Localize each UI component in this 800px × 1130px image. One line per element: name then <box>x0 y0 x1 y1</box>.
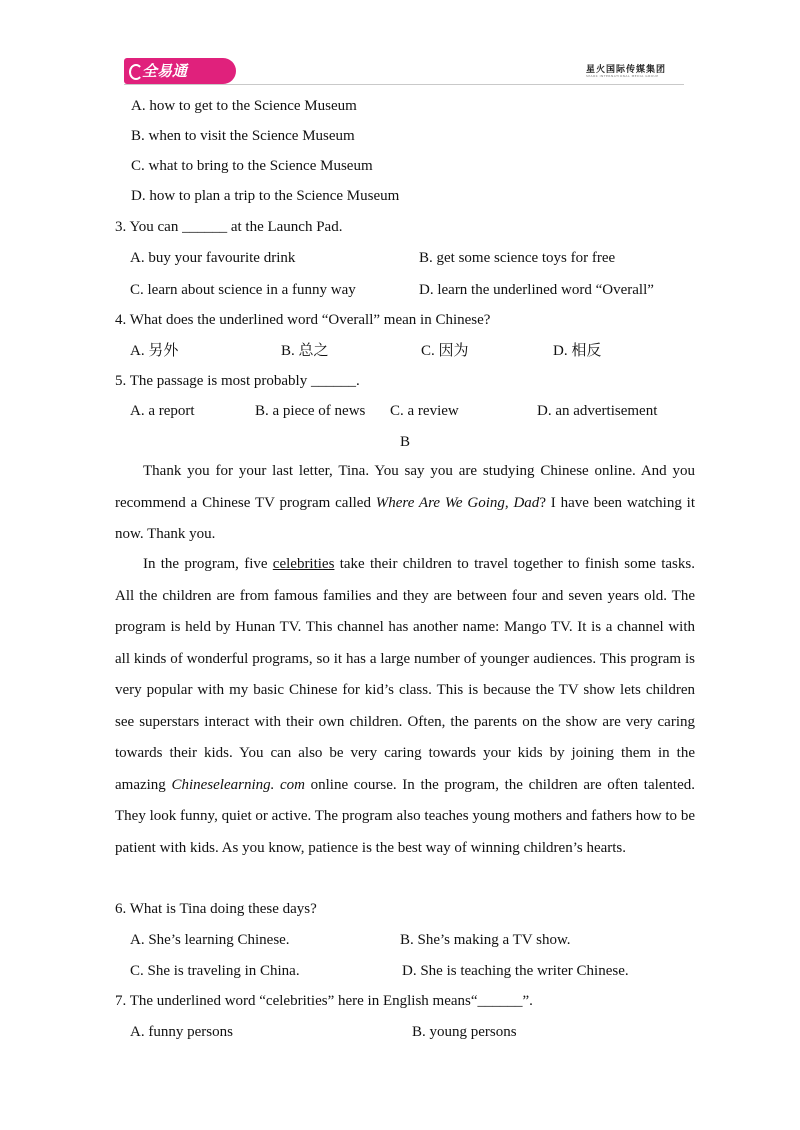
q5-option-d: D. an advertisement <box>537 403 658 419</box>
q6-stem: 6. What is Tina doing these days? <box>115 901 317 917</box>
q6-option-a: A. She’s learning Chinese. <box>130 932 290 948</box>
underlined-word: celebrities <box>272 556 335 572</box>
brand-logo <box>124 58 236 84</box>
q4-option-a: A. 另外 <box>130 343 179 359</box>
q3-stem: 3. You can ______ at the Launch Pad. <box>115 219 343 235</box>
q4-option-c: C. 因为 <box>421 343 469 359</box>
q3-option-c: C. learn about science in a funny way <box>130 282 356 298</box>
q4-stem: 4. What does the underlined word “Overall” mean in Chinese? <box>115 312 491 328</box>
passage-paragraph-2 <box>115 549 695 864</box>
paragraph-text: take their children to travel together to finish some tasks. All the children are from famous families and they are between four and seven years old. The program is held by Hunan TV. This channel has another name: Mango TV. It is a channel with all kinds of wonderful programs, so it has a large number of younger audiences. This program is very popular with my basic Chinese for kid’s class. This is because the TV show lets children see superstars interact with their own children. Often, the parents on the show are very caring towards their kids. You can also be very caring towards your kids by joining them in the amazing <box>115 556 695 793</box>
q6-option-b: B. She’s making a TV show. <box>400 932 571 948</box>
q2-option-b: B. when to visit the Science Museum <box>131 128 355 144</box>
q5-option-c: C. a review <box>390 403 459 419</box>
paragraph-text: ? I have been watching it now. Thank you. <box>115 494 695 542</box>
q5-stem: 5. The passage is most probably ______. <box>115 373 360 389</box>
program-title: Where Are We Going, Dad <box>375 494 540 511</box>
q3-option-a: A. buy your favourite drink <box>130 250 296 266</box>
paragraph-text: online course. In the program, the children are often talented. They look funny, quiet or active. The program also teaches young mothers and fathers how to be patient with kids. As you know, patience is the best way of winning children’s hearts. <box>115 776 695 856</box>
q3-option-b: B. get some science toys for free <box>419 250 616 266</box>
section-label: B <box>399 434 410 450</box>
q7-stem: 7. The underlined word “celebrities” here in English means“______”. <box>115 993 533 1009</box>
publisher-name: 星火国际传媒集团 <box>586 65 667 75</box>
q2-option-d: D. how to plan a trip to the Science Museum <box>131 188 400 204</box>
q2-option-a: A. how to get to the Science Museum <box>131 98 357 114</box>
paragraph-text: In the program, five <box>143 556 273 572</box>
q6-option-d: D. She is teaching the writer Chinese. <box>402 963 629 979</box>
q7-option-b: B. young persons <box>412 1024 517 1040</box>
course-site-name: Chineselearning. com <box>171 776 305 793</box>
passage-paragraph-1 <box>115 456 695 551</box>
logo-mark-icon <box>129 64 143 80</box>
q7-option-a: A. funny persons <box>130 1024 233 1040</box>
q2-option-c: C. what to bring to the Science Museum <box>131 158 373 174</box>
q4-option-d: D. 相反 <box>553 343 602 359</box>
header-divider <box>124 84 684 85</box>
q4-option-b: B. 总之 <box>281 343 329 359</box>
q5-option-a: A. a report <box>130 403 195 419</box>
logo-text: 全易通 <box>142 62 188 80</box>
q5-option-b: B. a piece of news <box>255 403 366 419</box>
q3-option-d: D. learn the underlined word “Overall” <box>419 282 654 298</box>
q6-option-c: C. She is traveling in China. <box>130 963 300 979</box>
publisher-subtitle: SPARK INTERNATIONAL MEDIA GROUP <box>586 74 659 78</box>
paragraph-text: Thank you for your last letter, Tina. You say you are studying Chinese online. And you recommend a Chinese TV program called <box>115 463 695 511</box>
